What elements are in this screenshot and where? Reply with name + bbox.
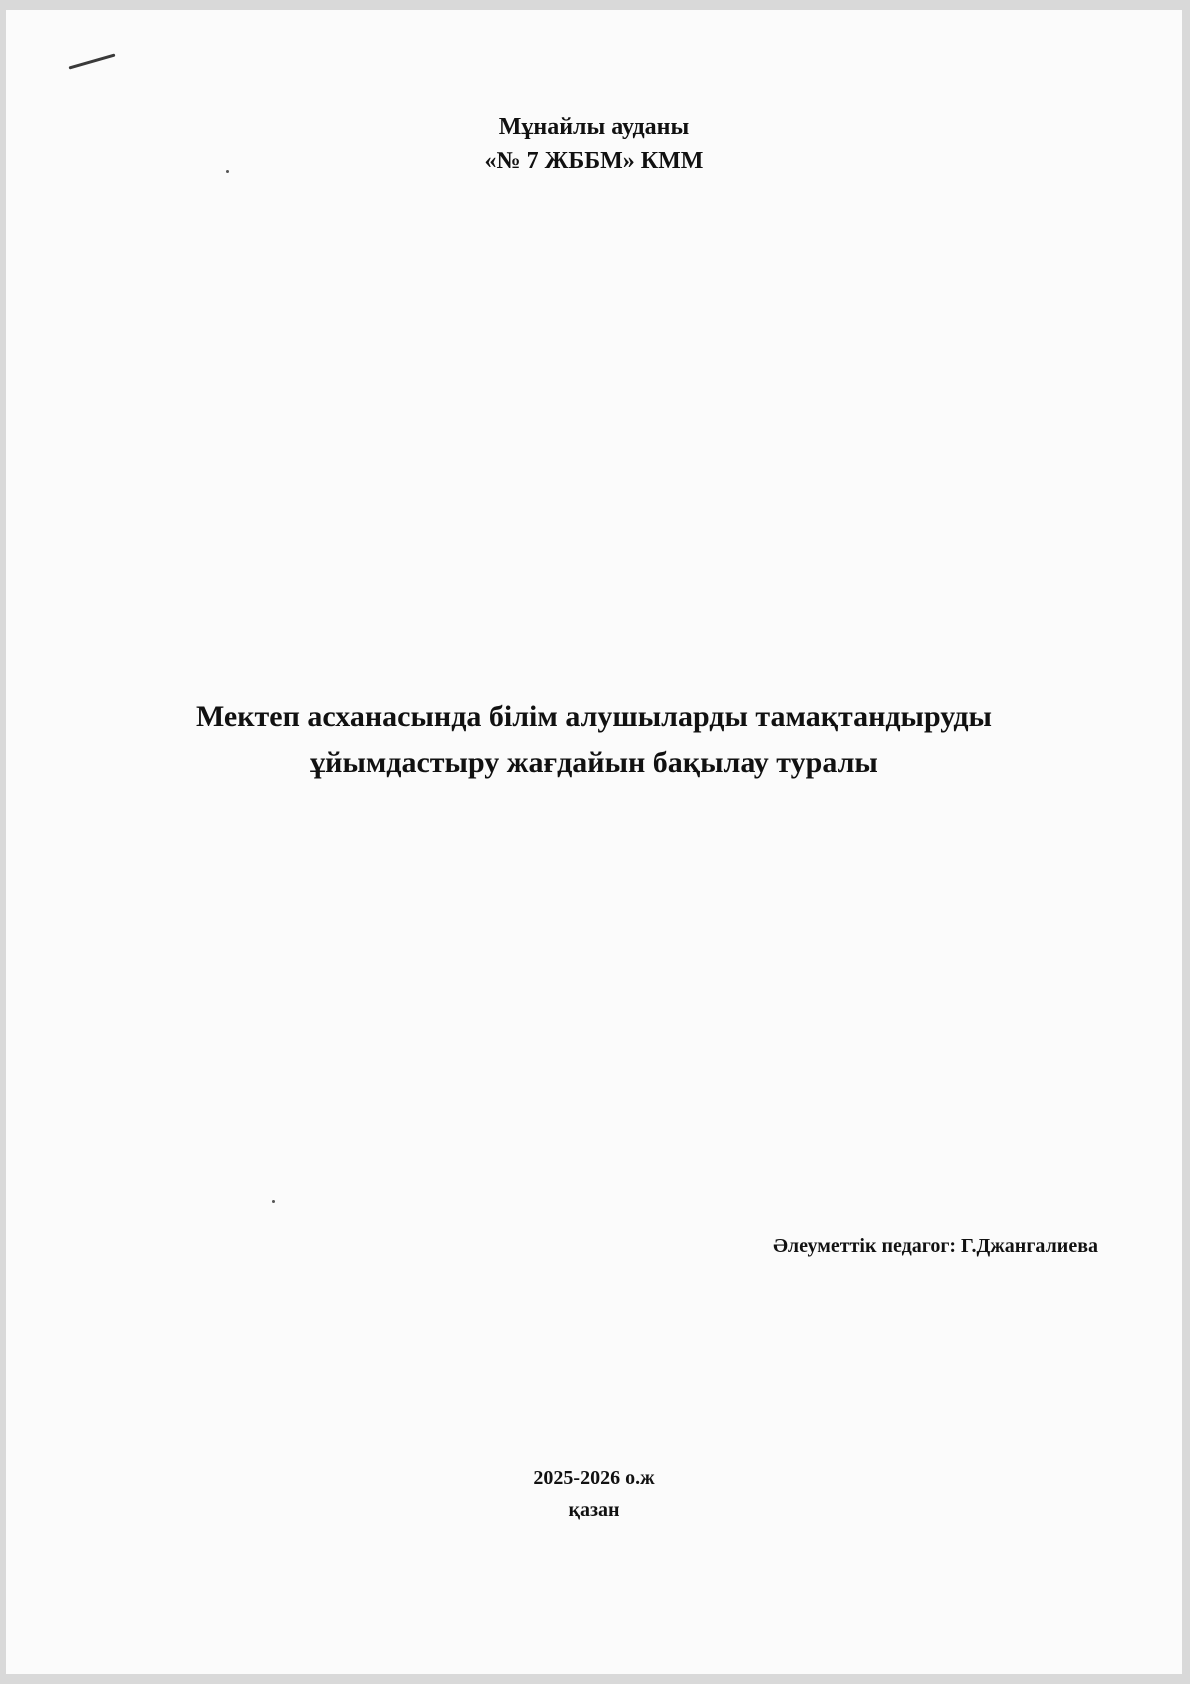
author-signature: Әлеуметтік педагог: Г.Джангалиева [773, 1235, 1098, 1257]
title-line-1: Мектеп асханасында білім алушыларды тамақтандыруды [196, 700, 992, 733]
scan-speck [272, 1200, 275, 1203]
district-name: Мұнайлы ауданы [498, 114, 690, 140]
academic-year: 2025-2026 о.ж [533, 1467, 655, 1489]
date-block [6, 1462, 1182, 1526]
month: қазан [568, 1499, 620, 1521]
title-line-2: ұйымдастыру жағдайын бақылау туралы [310, 746, 878, 779]
document-title [6, 694, 1182, 786]
document-page [6, 10, 1182, 1674]
pen-mark [69, 53, 116, 69]
organization-header [6, 110, 1182, 178]
school-name: «№ 7 ЖББМ» КММ [484, 148, 704, 174]
